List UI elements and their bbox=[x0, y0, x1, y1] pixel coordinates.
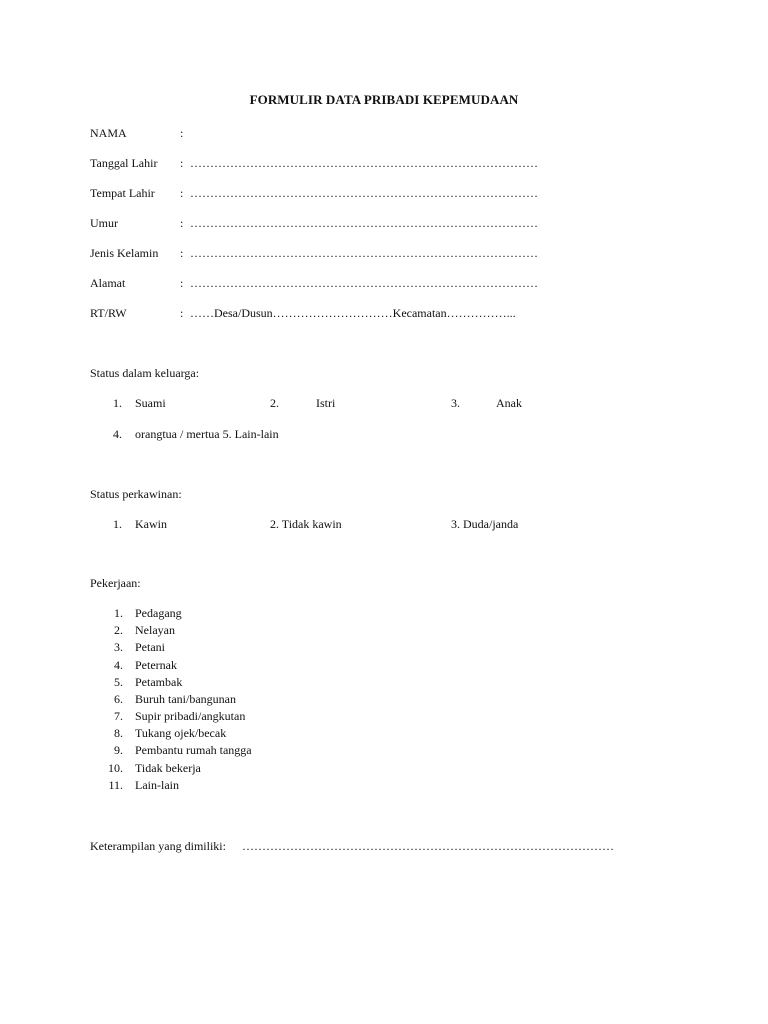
skills-value[interactable]: ………………………………………………………………………………… bbox=[242, 839, 614, 853]
marital-option-kawin[interactable]: Kawin bbox=[135, 517, 167, 531]
family-option-number: 4. bbox=[113, 427, 122, 441]
occupation-item-number: 1. bbox=[114, 606, 123, 620]
field-label: Jenis Kelamin bbox=[90, 246, 159, 260]
occupation-item[interactable] bbox=[0, 675, 400, 692]
field-value[interactable]: …………………………………………………………………………… bbox=[190, 216, 538, 230]
family-option-number: 1. bbox=[113, 396, 122, 410]
occupation-item-number: 9. bbox=[114, 743, 123, 757]
occupation-item-number: 8. bbox=[114, 726, 123, 740]
occupation-item-text: Lain-lain bbox=[135, 778, 179, 792]
occupation-item-text: Petani bbox=[135, 640, 165, 654]
field-value[interactable]: …………………………………………………………………………… bbox=[190, 246, 538, 260]
occupation-item[interactable] bbox=[0, 743, 400, 760]
occupation-item-number: 11. bbox=[108, 778, 123, 792]
field-value[interactable]: …………………………………………………………………………… bbox=[190, 156, 538, 170]
occupation-item-text: Pedagang bbox=[135, 606, 182, 620]
occupation-item[interactable] bbox=[0, 709, 400, 726]
occupation-label: Pekerjaan: bbox=[90, 576, 141, 590]
occupation-item[interactable] bbox=[0, 606, 400, 623]
occupation-item-number: 4. bbox=[114, 658, 123, 672]
occupation-item-text: Pembantu rumah tangga bbox=[135, 743, 252, 757]
occupation-item-text: Peternak bbox=[135, 658, 177, 672]
family-option-number: 3. bbox=[451, 396, 460, 410]
field-colon: : bbox=[180, 276, 184, 290]
occupation-item[interactable] bbox=[0, 692, 400, 709]
field-colon: : bbox=[180, 156, 184, 170]
family-option-number: 2. bbox=[270, 396, 279, 410]
occupation-item[interactable] bbox=[0, 778, 400, 795]
marital-option-number: 1. bbox=[113, 517, 122, 531]
family-option-orangtua-lainlain[interactable]: orangtua / mertua 5. Lain-lain bbox=[135, 427, 279, 441]
field-colon: : bbox=[180, 246, 184, 260]
field-colon: : bbox=[180, 186, 184, 200]
occupation-item-number: 7. bbox=[114, 709, 123, 723]
field-colon: : bbox=[180, 216, 184, 230]
marital-option-tidak-kawin[interactable]: 2. Tidak kawin bbox=[270, 517, 342, 531]
field-value[interactable]: ……Desa/Dusun…………………………Kecamatan……………... bbox=[190, 306, 516, 320]
field-label: Umur bbox=[90, 216, 118, 230]
marital-status-label: Status perkawinan: bbox=[90, 487, 182, 501]
field-colon: : bbox=[180, 126, 184, 140]
occupation-item[interactable] bbox=[0, 623, 400, 640]
family-status-label: Status dalam keluarga: bbox=[90, 366, 200, 380]
occupation-item[interactable] bbox=[0, 640, 400, 657]
field-colon: : bbox=[180, 306, 184, 320]
occupation-item-number: 3. bbox=[114, 640, 123, 654]
marital-option-duda-janda[interactable]: 3. Duda/janda bbox=[451, 517, 519, 531]
field-label: Tanggal Lahir bbox=[90, 156, 158, 170]
occupation-item[interactable] bbox=[0, 726, 400, 743]
family-option-istri[interactable]: Istri bbox=[316, 396, 336, 410]
page-title: FORMULIR DATA PRIBADI KEPEMUDAAN bbox=[249, 92, 519, 107]
occupation-item-number: 10. bbox=[108, 761, 123, 775]
occupation-item-number: 6. bbox=[114, 692, 123, 706]
field-value[interactable]: …………………………………………………………………………… bbox=[190, 186, 538, 200]
field-label: RT/RW bbox=[90, 306, 127, 320]
occupation-item-number: 2. bbox=[114, 623, 123, 637]
family-option-suami[interactable]: Suami bbox=[135, 396, 166, 410]
field-label: Tempat Lahir bbox=[90, 186, 155, 200]
family-option-anak[interactable]: Anak bbox=[496, 396, 522, 410]
occupation-item-text: Tidak bekerja bbox=[135, 761, 201, 775]
field-label: Alamat bbox=[90, 276, 126, 290]
occupation-item[interactable] bbox=[0, 658, 400, 675]
occupation-item-text: Nelayan bbox=[135, 623, 175, 637]
occupation-item-text: Supir pribadi/angkutan bbox=[135, 709, 246, 723]
field-value[interactable]: …………………………………………………………………………… bbox=[190, 276, 538, 290]
occupation-item-text: Buruh tani/bangunan bbox=[135, 692, 236, 706]
occupation-item-number: 5. bbox=[114, 675, 123, 689]
occupation-item-text: Tukang ojek/becak bbox=[135, 726, 227, 740]
skills-label: Keterampilan yang dimiliki: bbox=[90, 839, 226, 853]
occupation-item-text: Petambak bbox=[135, 675, 183, 689]
field-label: NAMA bbox=[90, 126, 127, 140]
occupation-item[interactable] bbox=[0, 761, 400, 778]
